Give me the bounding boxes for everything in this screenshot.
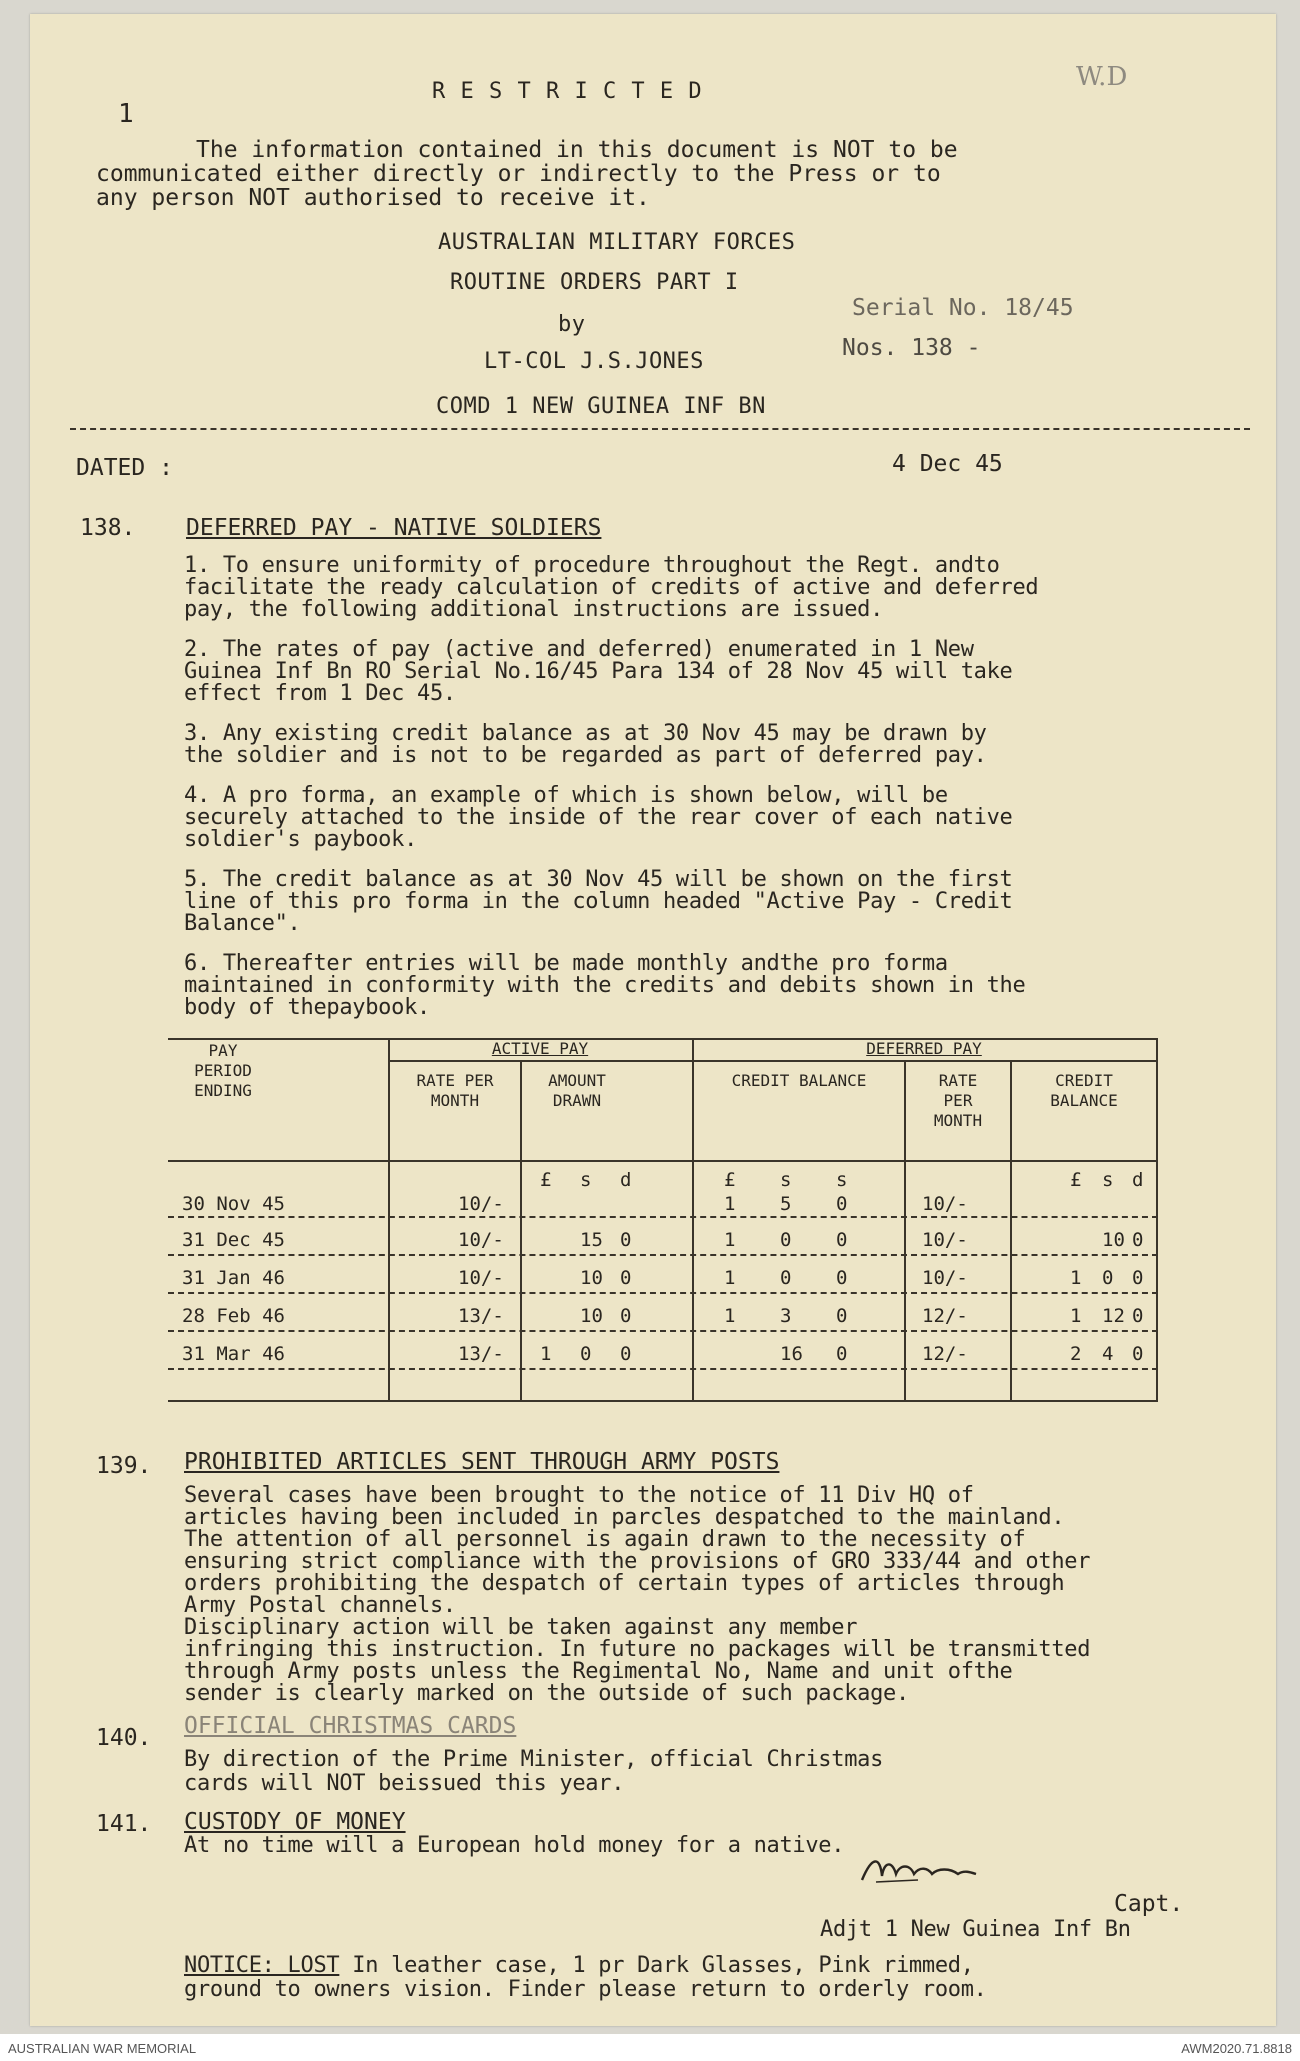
para-1-line-3: pay, the following additional instructions are issued. bbox=[184, 597, 884, 622]
row-deferred-credit-pounds: 1 bbox=[1070, 1305, 1082, 1327]
footer-catalogue-number: AWM2020.71.8818 bbox=[1181, 2041, 1292, 2056]
row-amount-pence: 0 bbox=[620, 1229, 632, 1251]
col-drate-line-3: MONTH bbox=[933, 1111, 983, 1130]
para-4-line-3: soldier's paybook. bbox=[184, 827, 418, 852]
para-5-line-3: Balance". bbox=[184, 911, 301, 936]
col-period-line-2: PERIOD bbox=[194, 1061, 252, 1080]
order-139-number: 139. bbox=[96, 1453, 152, 1479]
row-amount-pence: 0 bbox=[620, 1267, 632, 1289]
row-credit-pounds: 1 bbox=[724, 1229, 736, 1251]
header-divider bbox=[70, 428, 1250, 430]
para-4-line-2: securely attached to the inside of the rear cover of each native bbox=[184, 805, 1013, 830]
unit-dcredit-pounds: £ bbox=[1070, 1169, 1082, 1191]
col-drate-line-2: PER bbox=[943, 1091, 973, 1110]
row-rate: 10/- bbox=[458, 1229, 504, 1251]
dated-label: DATED : bbox=[76, 455, 173, 481]
row-credit-pence: 0 bbox=[836, 1267, 848, 1289]
order-141-line-1: At no time will a European hold money for a native. bbox=[184, 1833, 845, 1858]
unit-credit-pounds: £ bbox=[724, 1169, 736, 1191]
row-credit-shillings: 5 bbox=[780, 1193, 792, 1215]
footer-institution: AUSTRALIAN WAR MEMORIAL bbox=[8, 2041, 197, 2056]
row-deferred-credit-shillings: 0 bbox=[1102, 1267, 1114, 1289]
para-6-line-1: 6. Thereafter entries will be made monthly andthe pro forma bbox=[184, 951, 948, 976]
row-amount-shillings: 10 bbox=[580, 1267, 603, 1289]
notice-line-2: communicated either directly or indirectly to the Press or to bbox=[96, 161, 941, 187]
col-amount-line-2: DRAWN bbox=[552, 1091, 602, 1110]
row-amount-pence: 0 bbox=[620, 1305, 632, 1327]
row-credit-shillings: 0 bbox=[780, 1267, 792, 1289]
table-right-border bbox=[1156, 1038, 1158, 1402]
order-138-heading: DEFERRED PAY - NATIVE SOLDIERS bbox=[186, 515, 602, 541]
lost-notice-line-2: ground to owners vision. Finder please return to orderly room. bbox=[184, 1977, 987, 2002]
notice-line-3: any person NOT authorised to receive it. bbox=[96, 185, 650, 211]
col-drate-line-1: RATE bbox=[938, 1071, 978, 1090]
row-credit-shillings: 0 bbox=[780, 1229, 792, 1251]
classification-heading: R E S T R I C T E D bbox=[432, 79, 703, 104]
row-amount-shillings: 10 bbox=[580, 1305, 603, 1327]
table-col-divider-2 bbox=[520, 1060, 522, 1402]
unit-amount-shillings: s bbox=[580, 1169, 592, 1191]
row-period: 28 Feb 46 bbox=[182, 1305, 285, 1327]
row-period: 31 Mar 46 bbox=[182, 1343, 285, 1365]
row-amount-pounds: 1 bbox=[540, 1343, 552, 1365]
margin-mark: 1 bbox=[118, 99, 134, 129]
title-line-2: ROUTINE ORDERS PART I bbox=[450, 270, 739, 295]
para-2-line-3: effect from 1 Dec 45. bbox=[184, 681, 456, 706]
row-deferred-credit-pence: 0 bbox=[1132, 1229, 1144, 1251]
row-deferred-rate: 12/- bbox=[922, 1343, 968, 1365]
order-139-line-1: Several cases have been brought to the notice of 11 Div HQ of bbox=[184, 1483, 974, 1508]
order-139-line-3: The attention of all personnel is again drawn to the necessity of bbox=[184, 1527, 1026, 1552]
title-line-4: LT-COL J.S.JONES bbox=[484, 349, 704, 374]
order-139-line-9: through Army posts unless the Regimental No, Name and unit ofthe bbox=[184, 1659, 1013, 1684]
pay-pro-forma-table bbox=[168, 1038, 1186, 1416]
row-credit-pence: 0 bbox=[836, 1343, 848, 1365]
table-group-rule bbox=[388, 1060, 1158, 1062]
notice-line-1: The information contained in this document is NOT to be bbox=[196, 137, 958, 163]
handwritten-signature bbox=[858, 1850, 978, 1890]
row-deferred-credit-shillings: 4 bbox=[1102, 1343, 1114, 1365]
title-line-5: COMD 1 NEW GUINEA INF BN bbox=[436, 394, 766, 419]
table-col-divider-3 bbox=[692, 1038, 694, 1402]
row-deferred-credit-shillings: 12 bbox=[1102, 1305, 1125, 1327]
para-1-line-2: facilitate the ready calculation of credits of active and deferred bbox=[184, 575, 1039, 600]
corner-pencil-note: W.D bbox=[1076, 62, 1128, 92]
table-col-divider-5 bbox=[1010, 1060, 1012, 1402]
serial-number: Serial No. 18/45 bbox=[852, 295, 1074, 321]
col-period-line-1: PAY bbox=[208, 1041, 238, 1060]
order-138-number: 138. bbox=[80, 515, 136, 541]
order-139-heading: PROHIBITED ARTICLES SENT THROUGH ARMY POSTS bbox=[184, 1449, 780, 1475]
order-140-number: 140. bbox=[96, 1725, 152, 1751]
order-141-heading: CUSTODY OF MONEY bbox=[184, 1809, 406, 1835]
signature-rank: Capt. bbox=[1114, 1891, 1184, 1917]
order-139-line-2: articles having been included in parcles despatched to the mainland. bbox=[184, 1505, 1065, 1530]
row-amount-shillings: 0 bbox=[580, 1343, 592, 1365]
para-4-line-1: 4. A pro forma, an example of which is shown below, will be bbox=[184, 783, 948, 808]
col-rate-line-1: RATE PER bbox=[416, 1071, 494, 1090]
row-rate: 10/- bbox=[458, 1193, 504, 1215]
order-139-line-6: Army Postal channels. bbox=[184, 1593, 456, 1618]
row-deferred-rate: 10/- bbox=[922, 1267, 968, 1289]
lost-notice-label: NOTICE: LOST bbox=[184, 1953, 340, 1978]
order-139-line-5: orders prohibiting the despatch of certain types of articles through bbox=[184, 1571, 1065, 1596]
col-dcredit-line-1: CREDIT bbox=[1055, 1071, 1113, 1090]
document-page bbox=[30, 14, 1276, 2026]
col-dcredit-line-2: BALANCE bbox=[1050, 1091, 1118, 1110]
order-139-line-10: sender is clearly marked on the outside of such package. bbox=[184, 1681, 909, 1706]
signature-appointment: Adjt 1 New Guinea Inf Bn bbox=[820, 1917, 1131, 1942]
lost-notice-text: In leather case, 1 pr Dark Glasses, Pink rimmed, bbox=[339, 1953, 974, 1978]
unit-dcredit-pence: d bbox=[1132, 1169, 1144, 1191]
unit-dcredit-shillings: s bbox=[1102, 1169, 1114, 1191]
title-line-3: by bbox=[558, 312, 586, 337]
para-3-line-1: 3. Any existing credit balance as at 30 Nov 45 may be drawn by bbox=[184, 721, 987, 746]
unit-amount-pence: d bbox=[620, 1169, 632, 1191]
para-6-line-3: body of thepaybook. bbox=[184, 995, 430, 1020]
row-credit-pence: 0 bbox=[836, 1229, 848, 1251]
unit-amount-pounds: £ bbox=[540, 1169, 552, 1191]
row-amount-shillings: 15 bbox=[580, 1229, 603, 1251]
para-2-line-1: 2. The rates of pay (active and deferred) enumerated in 1 New bbox=[184, 637, 974, 662]
dated-value: 4 Dec 45 bbox=[892, 451, 1003, 477]
row-deferred-credit-pence: 0 bbox=[1132, 1267, 1144, 1289]
para-1-line-1: 1. To ensure uniformity of procedure throughout the Regt. andto bbox=[184, 553, 1000, 578]
row-deferred-credit-pence: 0 bbox=[1132, 1305, 1144, 1327]
para-6-line-2: maintained in conformity with the credits and debits shown in the bbox=[184, 973, 1026, 998]
row-rate: 13/- bbox=[458, 1305, 504, 1327]
row-credit-pounds: 1 bbox=[724, 1267, 736, 1289]
row-deferred-credit-pounds: 2 bbox=[1070, 1343, 1082, 1365]
row-period: 31 Jan 46 bbox=[182, 1267, 285, 1289]
row-rate: 10/- bbox=[458, 1267, 504, 1289]
row-credit-shillings: 3 bbox=[780, 1305, 792, 1327]
lost-notice-line-1 bbox=[184, 1954, 974, 1977]
row-credit-pence: 0 bbox=[836, 1193, 848, 1215]
row-amount-pence: 0 bbox=[620, 1343, 632, 1365]
order-139-line-4: ensuring strict compliance with the provisions of GRO 333/44 and other bbox=[184, 1549, 1091, 1574]
row-credit-shillings: 16 bbox=[780, 1343, 803, 1365]
title-line-1: AUSTRALIAN MILITARY FORCES bbox=[438, 230, 796, 255]
col-period-line-3: ENDING bbox=[194, 1081, 252, 1100]
col-credit-balance: CREDIT BALANCE bbox=[731, 1071, 867, 1090]
para-3-line-2: the soldier and is not to be regarded as part of deferred pay. bbox=[184, 743, 987, 768]
row-credit-pounds: 1 bbox=[724, 1305, 736, 1327]
col-amount-line-1: AMOUNT bbox=[548, 1071, 606, 1090]
group-deferred-pay: DEFERRED PAY bbox=[866, 1039, 982, 1058]
order-141-number: 141. bbox=[96, 1811, 152, 1837]
row-credit-pence: 0 bbox=[836, 1305, 848, 1327]
unit-credit-shillings: s bbox=[780, 1169, 792, 1191]
row-deferred-rate: 10/- bbox=[922, 1193, 968, 1215]
para-5-line-2: line of this pro forma in the column headed "Active Pay - Credit bbox=[184, 889, 1013, 914]
order-139-line-7: Disciplinary action will be taken against any member bbox=[184, 1615, 858, 1640]
order-139-line-8: infringing this instruction. In future no packages will be transmitted bbox=[184, 1637, 1091, 1662]
row-deferred-credit-pounds: 1 bbox=[1070, 1267, 1082, 1289]
unit-credit-pence: s bbox=[836, 1169, 848, 1191]
row-deferred-rate: 12/- bbox=[922, 1305, 968, 1327]
para-2-line-2: Guinea Inf Bn RO Serial No.16/45 Para 134 of 28 Nov 45 will take bbox=[184, 659, 1013, 684]
row-period: 31 Dec 45 bbox=[182, 1229, 285, 1251]
col-rate-line-2: MONTH bbox=[430, 1091, 480, 1110]
order-numbers: Nos. 138 - bbox=[842, 335, 981, 361]
row-deferred-rate: 10/- bbox=[922, 1229, 968, 1251]
para-5-line-1: 5. The credit balance as at 30 Nov 45 will be shown on the first bbox=[184, 867, 1013, 892]
row-credit-pounds: 1 bbox=[724, 1193, 736, 1215]
group-active-pay: ACTIVE PAY bbox=[491, 1039, 589, 1058]
row-rate: 13/- bbox=[458, 1343, 504, 1365]
order-140-line-1: By direction of the Prime Minister, official Christmas bbox=[184, 1747, 884, 1772]
row-deferred-credit-shillings: 10 bbox=[1102, 1229, 1125, 1251]
order-140-heading: OFFICIAL CHRISTMAS CARDS bbox=[184, 1713, 517, 1739]
row-deferred-credit-pence: 0 bbox=[1132, 1343, 1144, 1365]
archive-footer bbox=[0, 2034, 1300, 2061]
row-period: 30 Nov 45 bbox=[182, 1193, 285, 1215]
order-140-line-2: cards will NOT beissued this year. bbox=[184, 1771, 625, 1796]
